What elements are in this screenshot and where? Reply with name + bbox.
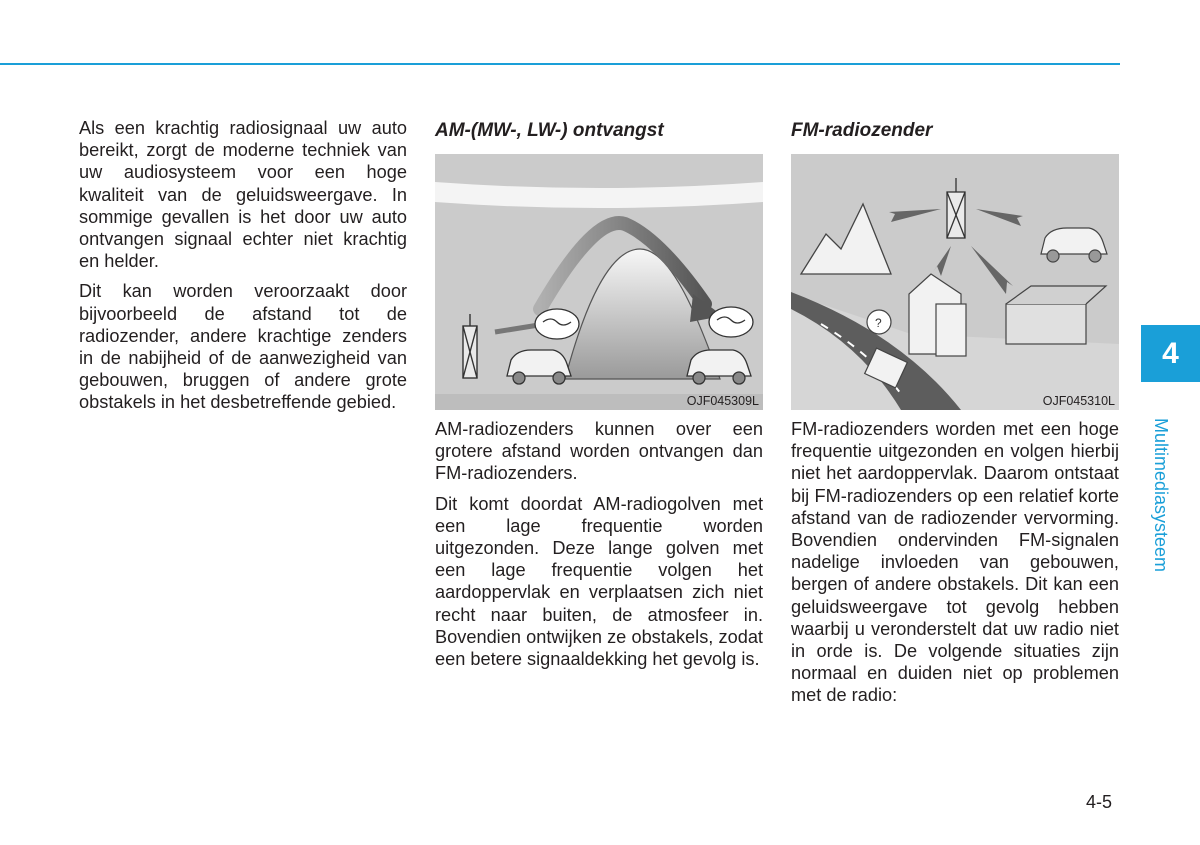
am-illustration-graphic: [435, 154, 763, 410]
question-mark-icon: ?: [875, 316, 882, 330]
fm-illustration-graphic: [791, 154, 1119, 410]
intro-paragraph-2: Dit kan worden veroorzaakt door bijvoorbeeld de afstand tot de radiozender, andere krachtige zenders in de nabijheid of de aanwezigheid van gebouwen, bruggen of andere grote obstakels in het desbetreffende gebied.: [79, 281, 407, 413]
header-rule: [0, 63, 1120, 65]
am-figure-code: OJF045309L: [686, 394, 759, 408]
am-paragraph-1: AM-radiozenders kunnen over een grotere afstand worden ontvangen dan FM-radiozenders.: [435, 419, 763, 484]
fm-section: [791, 117, 1119, 715]
am-reception-illustration: [435, 154, 763, 410]
intro-column: [79, 117, 407, 422]
chapter-title: Multimediasysteem: [1151, 418, 1171, 573]
chapter-number-tab: 4: [1141, 325, 1200, 382]
page-number: 4-5: [1086, 792, 1113, 812]
fm-heading: FM-radiozender: [791, 120, 933, 141]
am-section: [435, 117, 763, 678]
fm-transmitter-illustration: [791, 154, 1119, 410]
fm-figure-code: OJF045310L: [1042, 394, 1115, 408]
am-heading: AM-(MW-, LW-) ontvangst: [435, 120, 664, 141]
fm-paragraph-1: FM-radiozenders worden met een hoge frequentie uitgezonden en volgen hierbij niet het aardoppervlak. Daarom ontstaat bij FM-radiozenders op een relatief korte afstand van de radiozender vervorming. Bovendien ondervinden FM-signalen nadelige invloeden van gebouwen, bergen of andere obstakels. Dit kan een geluidsweergave tot gevolg hebben waarbij u veronderstelt dat uw radio niet in orde is. De volgende situaties zijn normaal en duiden niet op problemen met de radio:: [791, 419, 1119, 706]
am-paragraph-2: Dit komt doordat AM-radiogolven met een lage frequentie worden uitgezonden. Deze lange golven met een lage frequentie volgen het aardoppervlak en verplaatsen zich niet recht naar buiten, de atmosfeer in. Bovendien ontwijken ze obstakels, zodat een betere signaaldekking het gevolg is.: [435, 493, 763, 670]
intro-paragraph-1: Als een krachtig radiosignaal uw auto bereikt, zorgt de moderne techniek van uw audiosysteem voor een hoge kwaliteit van de geluidsweergave. In sommige gevallen is het door uw auto ontvangen signaal echter niet krachtig en helder.: [79, 118, 407, 272]
